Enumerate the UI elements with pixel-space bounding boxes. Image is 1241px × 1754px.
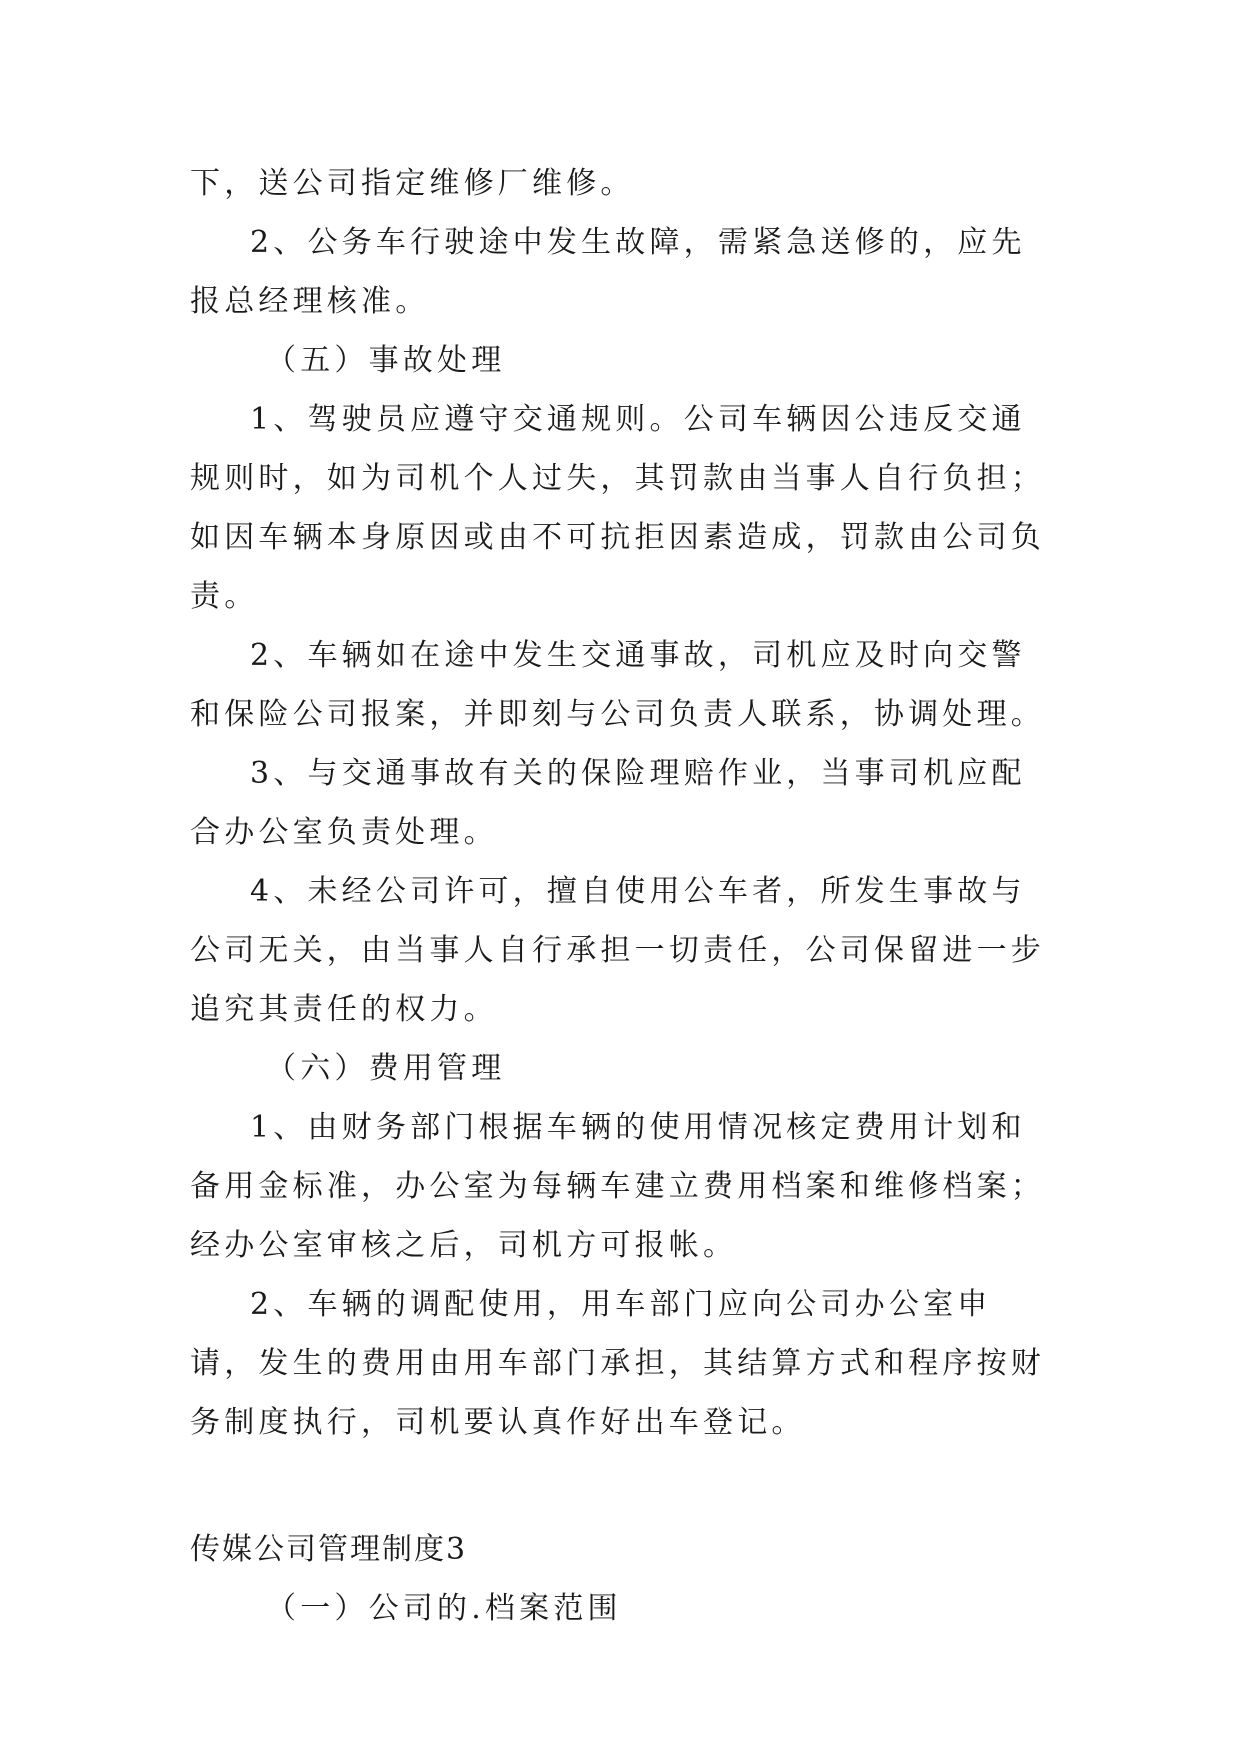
paragraph-item: 2、车辆的调配使用，用车部门应向公司办公室申请，发生的费用由用车部门承担，其结算方式和程序按财务制度执行，司机要认真作好出车登记。 — [190, 1287, 1045, 1440]
paragraph-item: 1、驾驶员应遵守交通规则。公司车辆因公违反交通规则时，如为司机个人过失，其罚款由当事人自行负担；如因车辆本身原因或由不可抗拒因素造成，罚款由公司负责。 — [190, 402, 1045, 614]
paragraph-item: 1、由财务部门根据车辆的使用情况核定费用计划和备用金标准，办公室为每辆车建立费用档案和维修档案；经办公室审核之后，司机方可报帐。 — [190, 1110, 1045, 1263]
document-section-title: 传媒公司管理制度3 — [190, 1532, 468, 1567]
section-heading-accident: （五）事故处理 — [266, 343, 506, 378]
paragraph-item: 2、公务车行驶途中发生故障，需紧急送修的，应先报总经理核准。 — [190, 225, 1026, 319]
paragraph-item: 3、与交通事故有关的保险理赔作业，当事司机应配合办公室负责处理。 — [190, 756, 1026, 850]
section-gap — [190, 1452, 1056, 1520]
paragraph-item: 2、车辆如在途中发生交通事故，司机应及时向交警和保险公司报案，并即刻与公司负责人联系，协调处理。 — [190, 638, 1045, 732]
paragraph-item: 4、未经公司许可，擅自使用公车者，所发生事故与公司无关，由当事人自行承担一切责任，公司保留进一步追究其责任的权力。 — [190, 874, 1045, 1027]
paragraph-continuation: 下，送公司指定维修厂维修。 — [190, 166, 635, 201]
section-heading-expenses: （六）费用管理 — [266, 1051, 506, 1086]
section-heading-archives: （一）公司的.档案范围 — [266, 1591, 622, 1626]
document-body — [190, 154, 1056, 1638]
